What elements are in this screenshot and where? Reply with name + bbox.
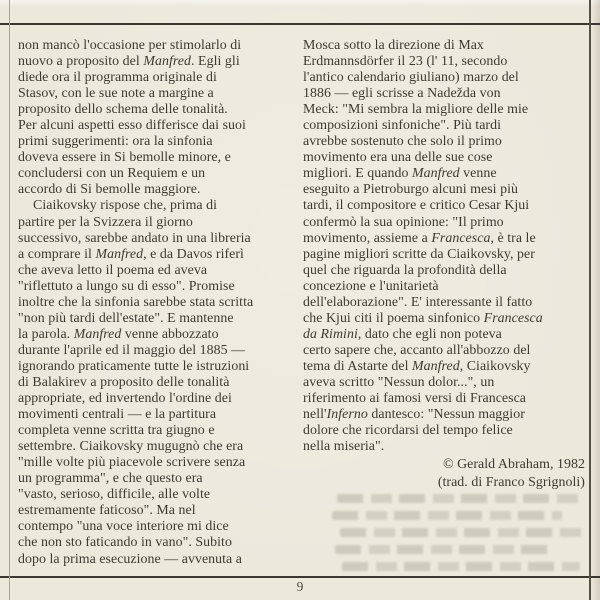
- text-segment: 1886 — egli scrisse a Nadežda von: [303, 86, 501, 102]
- text-line: [18, 471, 302, 487]
- text-line: [303, 295, 588, 311]
- text-segment: eseguito a Pietroburgo alcuni mesi più: [303, 182, 518, 198]
- text-segment: dantesco: "Nessun maggior: [367, 407, 525, 423]
- text-column-left: [18, 38, 302, 568]
- text-segment: movimenti centrali — e la partitura: [18, 407, 217, 423]
- text-line: [18, 295, 302, 311]
- text-segment: successivo, sarebbe andato in una libreria: [18, 230, 251, 246]
- text-segment: che non sto faticando in vano". Subito: [18, 535, 232, 551]
- show-through-smudge: [332, 494, 588, 579]
- italic-text: Manfred: [73, 326, 122, 342]
- text-segment: composizioni sinfoniche". Più tardi: [303, 118, 502, 134]
- text-segment: avrebbe sostenuto che solo il primo: [303, 134, 502, 150]
- frame-rule-top: [0, 23, 600, 25]
- text-line: [18, 455, 302, 471]
- text-segment: , e da Davos riferì: [143, 246, 244, 262]
- text-line: [18, 503, 302, 519]
- show-through-line: [337, 494, 583, 503]
- italic-text: da Rimini: [303, 326, 358, 342]
- text-line: [303, 86, 588, 102]
- text-line: [303, 134, 588, 150]
- text-line: [18, 38, 302, 54]
- text-line: [18, 54, 302, 70]
- text-segment: la parola.: [18, 326, 74, 342]
- text-line: [303, 407, 588, 423]
- frame-rule-right: [589, 0, 591, 600]
- text-segment: appropriate, ed invertendo l'ordine dei: [18, 391, 232, 407]
- text-segment: Erdmannsdörfer il 23 (l' 11, secondo: [303, 54, 508, 70]
- text-line: [303, 198, 588, 214]
- text-line: [18, 327, 302, 343]
- text-segment: accordo di Si bemolle maggiore.: [18, 182, 201, 198]
- text-segment: settembre. Ciaikovsky mugugnò che era: [18, 439, 244, 455]
- text-segment: movimento era una delle sue cose: [303, 150, 493, 166]
- text-segment: "mille volte più piacevole scrivere senza: [18, 455, 246, 471]
- text-segment: non mancò l'occasione per stimolarlo di: [18, 38, 242, 53]
- text-line: [18, 552, 302, 568]
- text-line: [303, 391, 588, 407]
- text-line: [18, 375, 302, 391]
- text-line: [18, 407, 302, 423]
- text-line: [18, 391, 302, 407]
- show-through-line: [332, 511, 562, 520]
- text-segment: aveva scritto "Nessun dolor...", un: [303, 374, 495, 390]
- text-segment: che Kjui citi il poema sinfonico: [303, 310, 484, 326]
- text-segment: di Balakirev a proposito delle tonalità: [18, 374, 230, 390]
- text-line: [303, 118, 588, 134]
- text-segment: "non più tardi dell'estate". E mantenne: [18, 310, 234, 326]
- text-line: [303, 102, 588, 118]
- text-segment: un programma", e che questo era: [18, 471, 203, 487]
- text-segment: nella miseria".: [303, 439, 385, 455]
- text-line: [18, 359, 302, 375]
- text-segment: contempo "una voce interiore mi dice: [18, 519, 229, 535]
- text-segment: Mosca sotto la direzione di Max: [303, 38, 484, 53]
- text-segment: migliori. E quando: [303, 166, 412, 182]
- text-line: [303, 38, 588, 54]
- text-line: [18, 102, 302, 118]
- text-segment: a comprare il: [18, 246, 96, 262]
- italic-text: Francesca: [483, 310, 543, 326]
- text-segment: pagine migliori scritte da Ciaikovsky, per: [303, 246, 535, 262]
- italic-text: Inferno: [326, 407, 368, 423]
- text-line: [303, 439, 588, 455]
- show-through-line: [335, 545, 550, 554]
- text-line: [303, 343, 588, 359]
- text-line: [18, 343, 302, 359]
- show-through-line: [342, 562, 580, 571]
- text-segment: movimento, assieme a: [303, 230, 432, 246]
- text-segment: durante l'aprile ed il maggio del 1885 —: [18, 342, 246, 358]
- text-line: [18, 86, 302, 102]
- credit-line: [303, 474, 585, 492]
- page-top-highlight: [0, 0, 600, 7]
- text-segment: dopo la prima esecuzione — avvenuta a: [18, 551, 243, 567]
- text-segment: confermò la sua opinione: "Il primo: [303, 214, 504, 230]
- text-segment: primi suggerimenti: ora la sinfonia: [18, 134, 213, 150]
- italic-text: Manfred: [412, 358, 460, 374]
- text-line: [18, 215, 302, 231]
- text-segment: Stasov, con le sue note a margine a: [18, 86, 214, 102]
- text-line: [18, 439, 302, 455]
- text-segment: completa venne scritta tra giugno e: [18, 423, 215, 439]
- text-segment: , dato che egli non poteva: [357, 326, 502, 342]
- text-line: [18, 231, 302, 247]
- text-column-right: [303, 38, 588, 491]
- page-number: 9: [296, 579, 304, 594]
- text-line: [303, 279, 588, 295]
- text-segment: proposito dello schema delle tonalità.: [18, 102, 228, 118]
- text-segment: Ciaikovsky rispose che, prima di: [33, 198, 218, 214]
- text-segment: dell'elaborazione". E' interessante il fatto: [303, 294, 533, 310]
- italic-text: Manfred: [143, 54, 192, 70]
- text-segment: concludersi con un Requiem e un: [18, 166, 206, 182]
- text-segment: partire per la Svizzera il giorno: [18, 214, 193, 230]
- text-line: [303, 231, 588, 247]
- page-edge-shadow: [591, 0, 600, 600]
- italic-text: Manfred: [411, 166, 460, 182]
- text-line: [18, 535, 302, 551]
- text-segment: tardi, il compositore e critico Cesar Kjui: [303, 198, 530, 214]
- text-segment: quel che riguarda la profondità della: [303, 262, 507, 278]
- credit-block: [303, 456, 588, 491]
- text-segment: venne abbozzato: [121, 326, 219, 342]
- text-line: [18, 70, 302, 86]
- italic-text: Francesca: [431, 230, 491, 246]
- text-segment: concezione e l'unitarietà: [303, 278, 439, 294]
- frame-rule-left: [9, 0, 10, 600]
- text-segment: l'antico calendario giuliano) marzo del: [303, 70, 519, 86]
- text-line: [303, 54, 588, 70]
- text-line: [303, 423, 588, 439]
- text-segment: nell': [303, 407, 327, 423]
- text-segment: tema di Astarte del: [303, 358, 413, 374]
- text-segment: estremamente faticoso". Ma nel: [18, 503, 196, 519]
- text-line: [18, 134, 302, 150]
- italic-text: Manfred: [95, 246, 144, 262]
- text-line: [303, 182, 588, 198]
- text-segment: (trad. di Franco Sgrignoli): [437, 474, 585, 490]
- text-line: [18, 118, 302, 134]
- text-segment: nuovo a proposito del: [18, 54, 144, 70]
- text-segment: venne: [459, 166, 497, 182]
- text-line: [18, 166, 302, 182]
- text-segment: Per alcuni aspetti esso differisce dai suoi: [18, 118, 246, 134]
- text-line: [18, 198, 302, 214]
- text-line: [18, 423, 302, 439]
- text-column-right-body: [303, 38, 588, 455]
- show-through-line: [340, 528, 588, 537]
- text-segment: © Gerald Abraham, 1982: [442, 457, 585, 473]
- text-segment: , è tra le: [490, 230, 536, 246]
- text-line: [303, 215, 588, 231]
- text-line: [18, 247, 302, 263]
- text-line: [18, 182, 302, 198]
- text-segment: doveva essere in Si bemolle minore, e: [18, 150, 231, 166]
- text-segment: "riflettuto a lungo su di esso". Promise: [18, 278, 235, 294]
- text-line: [303, 375, 588, 391]
- text-line: [303, 327, 588, 343]
- text-line: [303, 263, 588, 279]
- text-segment: che aveva letto il poema ed aveva: [18, 262, 208, 278]
- text-segment: "vasto, serioso, difficile, alle volte: [18, 487, 211, 503]
- text-line: [18, 150, 302, 166]
- text-line: [18, 487, 302, 503]
- text-line: [303, 166, 588, 182]
- text-line: [303, 150, 588, 166]
- text-segment: Meck: "Mi sembra la migliore delle mie: [303, 102, 529, 118]
- text-segment: dolore che ricordarsi del tempo felice: [303, 423, 513, 439]
- text-line: [303, 70, 588, 86]
- text-segment: . Egli gli: [191, 54, 240, 70]
- text-segment: certo sapere che, accanto all'abbozzo del: [303, 342, 531, 358]
- text-segment: diede ora il programma originale di: [18, 70, 217, 86]
- text-segment: riferimento ai famosi versi di Francesca: [303, 391, 527, 407]
- text-line: [18, 311, 302, 327]
- text-line: [303, 359, 588, 375]
- text-line: [303, 311, 588, 327]
- text-segment: , Ciaikovsky: [459, 358, 531, 374]
- text-line: [18, 519, 302, 535]
- credit-line: [303, 456, 585, 474]
- text-line: [18, 279, 302, 295]
- text-line: [303, 247, 588, 263]
- text-line: [18, 263, 302, 279]
- text-segment: ignorando praticamente tutte le istruzioni: [18, 358, 250, 374]
- text-segment: inoltre che la sinfonia sarebbe stata scritta: [18, 294, 254, 310]
